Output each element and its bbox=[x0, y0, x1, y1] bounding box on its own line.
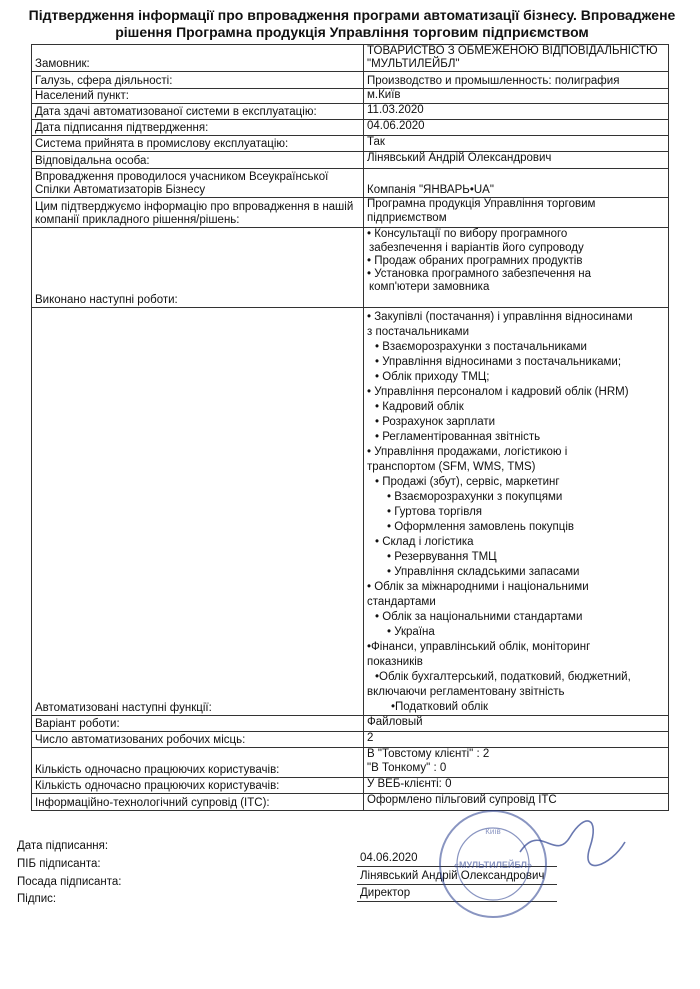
list-item: • Резервування ТМЦ bbox=[387, 551, 497, 564]
list-item: стандартами bbox=[367, 596, 436, 609]
list-item: •Фінанси, управлінський облік, моніторинг bbox=[367, 641, 591, 654]
field-label: Автоматизовані наступні функції: bbox=[32, 308, 364, 716]
table-row bbox=[32, 136, 669, 152]
list-item: з постачальниками bbox=[367, 326, 469, 339]
field-label: Дата здачі автоматизованої системи в експлуатацію: bbox=[32, 104, 364, 120]
list-item: •Податковий облік bbox=[391, 701, 489, 714]
list-item: • Управління персоналом і кадровий облік (HRM) bbox=[367, 386, 629, 399]
list-item: показників bbox=[367, 656, 423, 669]
table-row bbox=[32, 169, 669, 198]
field-label: Замовник: bbox=[32, 45, 364, 72]
field-value: Так bbox=[364, 136, 669, 152]
stamp-city: Київ bbox=[485, 827, 501, 836]
field-value: 04.06.2020 bbox=[364, 120, 669, 136]
list-item: комп'ютери замовника bbox=[369, 281, 490, 294]
field-value: ТОВАРИСТВО З ОБМЕЖЕНОЮ ВІДПОВІДАЛЬНІСТЮ "МУЛЬТИЛЕЙБЛ" bbox=[364, 45, 669, 72]
table-row bbox=[32, 152, 669, 169]
table-row bbox=[32, 794, 669, 811]
signature-label: Підпис: bbox=[17, 893, 57, 905]
field-value bbox=[364, 748, 669, 778]
list-item: • Склад і логістика bbox=[375, 536, 474, 549]
document-title bbox=[22, 7, 682, 41]
list-item: • Консультації по вибору програмного bbox=[367, 228, 568, 241]
list-item: • Облік за міжнародними і національними bbox=[367, 581, 589, 594]
functions-list bbox=[364, 308, 669, 716]
table-row bbox=[32, 198, 669, 228]
list-item: • Закупівлі (постачання) і управління відносинами bbox=[367, 311, 633, 324]
signature-mark bbox=[510, 812, 630, 872]
table-row bbox=[32, 45, 669, 72]
table-row bbox=[32, 748, 669, 778]
table-row bbox=[32, 120, 669, 136]
list-item: • Продажі (збут), сервіс, маркетинг bbox=[375, 476, 560, 489]
field-label: Населений пункт: bbox=[32, 89, 364, 104]
field-label: Система прийнята в промислову експлуатацію: bbox=[32, 136, 364, 152]
signer-name-label: ПІБ підписанта: bbox=[17, 858, 101, 870]
list-item: • Оформлення замовлень покупців bbox=[387, 521, 575, 534]
signer-name-value: Лінявський Андрій Олександрович bbox=[360, 870, 545, 882]
signing-date-value: 04.06.2020 bbox=[360, 852, 418, 864]
list-item: • Взаєморозрахунки з покупцями bbox=[387, 491, 563, 504]
table-row bbox=[32, 228, 669, 308]
table-row bbox=[32, 308, 669, 716]
list-item: • Україна bbox=[387, 626, 435, 639]
field-value: м.Київ bbox=[364, 89, 669, 104]
signing-date-label: Дата підписання: bbox=[17, 840, 109, 852]
signer-position-value: Директор bbox=[360, 887, 411, 899]
list-item: • Управління складськими запасами bbox=[387, 566, 580, 579]
field-value: Програмна продукція Управління торговим підприємством bbox=[364, 198, 669, 228]
works-list bbox=[364, 228, 669, 308]
thick-client-count: В "Товстому клієнті" : 2 bbox=[367, 748, 490, 761]
table-row bbox=[32, 89, 669, 104]
field-label: Виконано наступні роботи: bbox=[32, 228, 364, 308]
list-item: транспортом (SFM, WMS, TMS) bbox=[367, 461, 536, 474]
list-item: • Управління продажами, логістикою і bbox=[367, 446, 568, 459]
table-row bbox=[32, 716, 669, 732]
title-line-1: Підтвердження інформації про впровадження програми автоматизації бізнесу. Впроваджене bbox=[28, 7, 676, 23]
stamp-company-name: «МУЛЬТИЛЕЙБЛ» bbox=[454, 860, 532, 870]
table-row bbox=[32, 778, 669, 794]
table-row bbox=[32, 72, 669, 89]
field-value: Лінявський Андрій Олександрович bbox=[364, 152, 669, 169]
list-item: • Кадровий облік bbox=[375, 401, 464, 414]
list-item: • Облік за національними стандартами bbox=[375, 611, 583, 624]
list-item: •Облік бухгалтерський, податковий, бюджетний, bbox=[375, 671, 631, 684]
list-item: • Гуртова торгівля bbox=[387, 506, 483, 519]
list-item: • Управління відносинами з постачальниками; bbox=[375, 356, 622, 369]
list-item: • Розрахунок зарплати bbox=[375, 416, 496, 429]
list-item: включаючи регламентовану звітність bbox=[367, 686, 565, 699]
field-label: Кількість одночасно працюючих користувачів: bbox=[32, 778, 364, 794]
list-item: • Установка програмного забезпечення на bbox=[367, 268, 592, 281]
field-label: Інформаційно-технологічний супровід (ІТС): bbox=[32, 794, 364, 811]
field-label: Кількість одночасно працюючих користувачів: bbox=[32, 748, 364, 778]
title-line-2: рішення Програмна продукція Управління торговим підприємством bbox=[115, 24, 589, 40]
table-row bbox=[32, 104, 669, 120]
field-value: Файловый bbox=[364, 716, 669, 732]
list-item: • Регламентірованная звітність bbox=[375, 431, 541, 444]
field-label: Цим підтверджуємо інформацію про впровадження в нашій компанії прикладного рішення/рішень: bbox=[32, 198, 364, 228]
field-label: Впровадження проводилося учасником Всеукраїнської Спілки Автоматизаторів Бізнесу bbox=[32, 169, 364, 198]
field-label: Варіант роботи: bbox=[32, 716, 364, 732]
table-row bbox=[32, 732, 669, 748]
list-item: • Облік приходу ТМЦ; bbox=[375, 371, 490, 384]
list-item: • Продаж обраних програмних продуктів bbox=[367, 254, 583, 267]
confirmation-table bbox=[31, 44, 669, 811]
field-label: Галузь, сфера діяльності: bbox=[32, 72, 364, 89]
signer-position-label: Посада підписанта: bbox=[17, 876, 122, 888]
field-value: 2 bbox=[364, 732, 669, 748]
field-value: 11.03.2020 bbox=[364, 104, 669, 120]
field-value: Оформлено пільговий супровід ІТС bbox=[364, 794, 669, 811]
field-label: Відповідальна особа: bbox=[32, 152, 364, 169]
field-label: Число автоматизованих робочих місць: bbox=[32, 732, 364, 748]
field-label: Дата підписання підтвердження: bbox=[32, 120, 364, 136]
thin-client-count: "В Тонкому" : 0 bbox=[367, 761, 447, 774]
list-item: • Взаєморозрахунки з постачальниками bbox=[375, 341, 587, 354]
field-value: Компанія "ЯНВАРЬ•UA" bbox=[364, 169, 669, 198]
field-value: Производство и промышленность: полиграфия bbox=[364, 72, 669, 89]
list-item: забезпечення і варіантів його супроводу bbox=[369, 241, 584, 254]
field-value: У ВЕБ-клієнті: 0 bbox=[364, 778, 669, 794]
